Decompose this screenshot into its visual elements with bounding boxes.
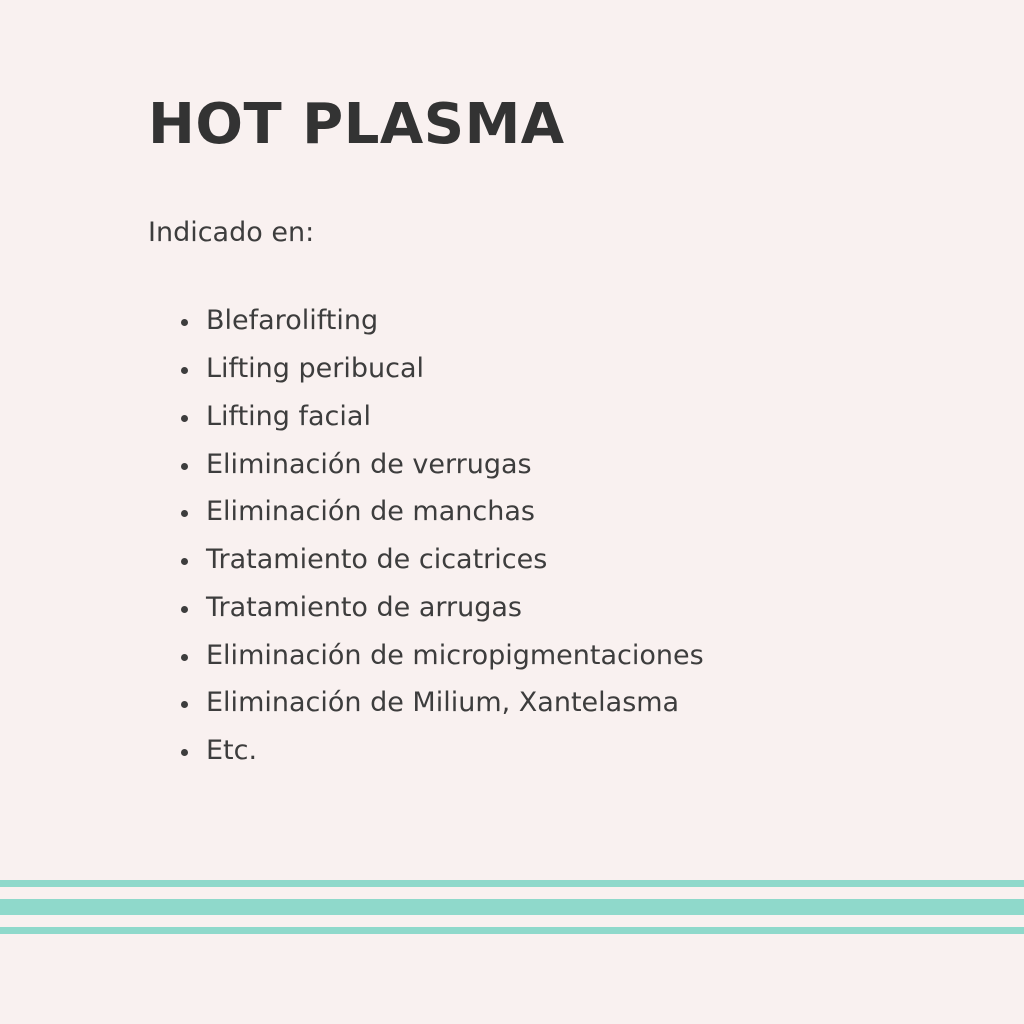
stripe-thin-top	[0, 880, 1024, 887]
stripe-thin-bottom	[0, 927, 1024, 934]
list-item: Tratamiento de cicatrices	[206, 536, 964, 584]
subtitle-text: Indicado en:	[148, 216, 315, 248]
list-item: Lifting facial	[206, 393, 964, 441]
page-title: HOT PLASMA	[148, 92, 565, 157]
list-item: Blefarolifting	[206, 297, 964, 345]
decorative-stripes	[0, 880, 1024, 946]
indications-list	[148, 297, 964, 775]
stripe-thick	[0, 899, 1024, 915]
list-item: Eliminación de Milium, Xantelasma	[206, 679, 964, 727]
list-item: Lifting peribucal	[206, 345, 964, 393]
list-item: Eliminación de micropigmentaciones	[206, 632, 964, 680]
list-item: Etc.	[206, 727, 964, 775]
list-item: Eliminación de manchas	[206, 488, 964, 536]
list-item: Tratamiento de arrugas	[206, 584, 964, 632]
list-item: Eliminación de verrugas	[206, 441, 964, 489]
slide-content	[148, 92, 964, 775]
